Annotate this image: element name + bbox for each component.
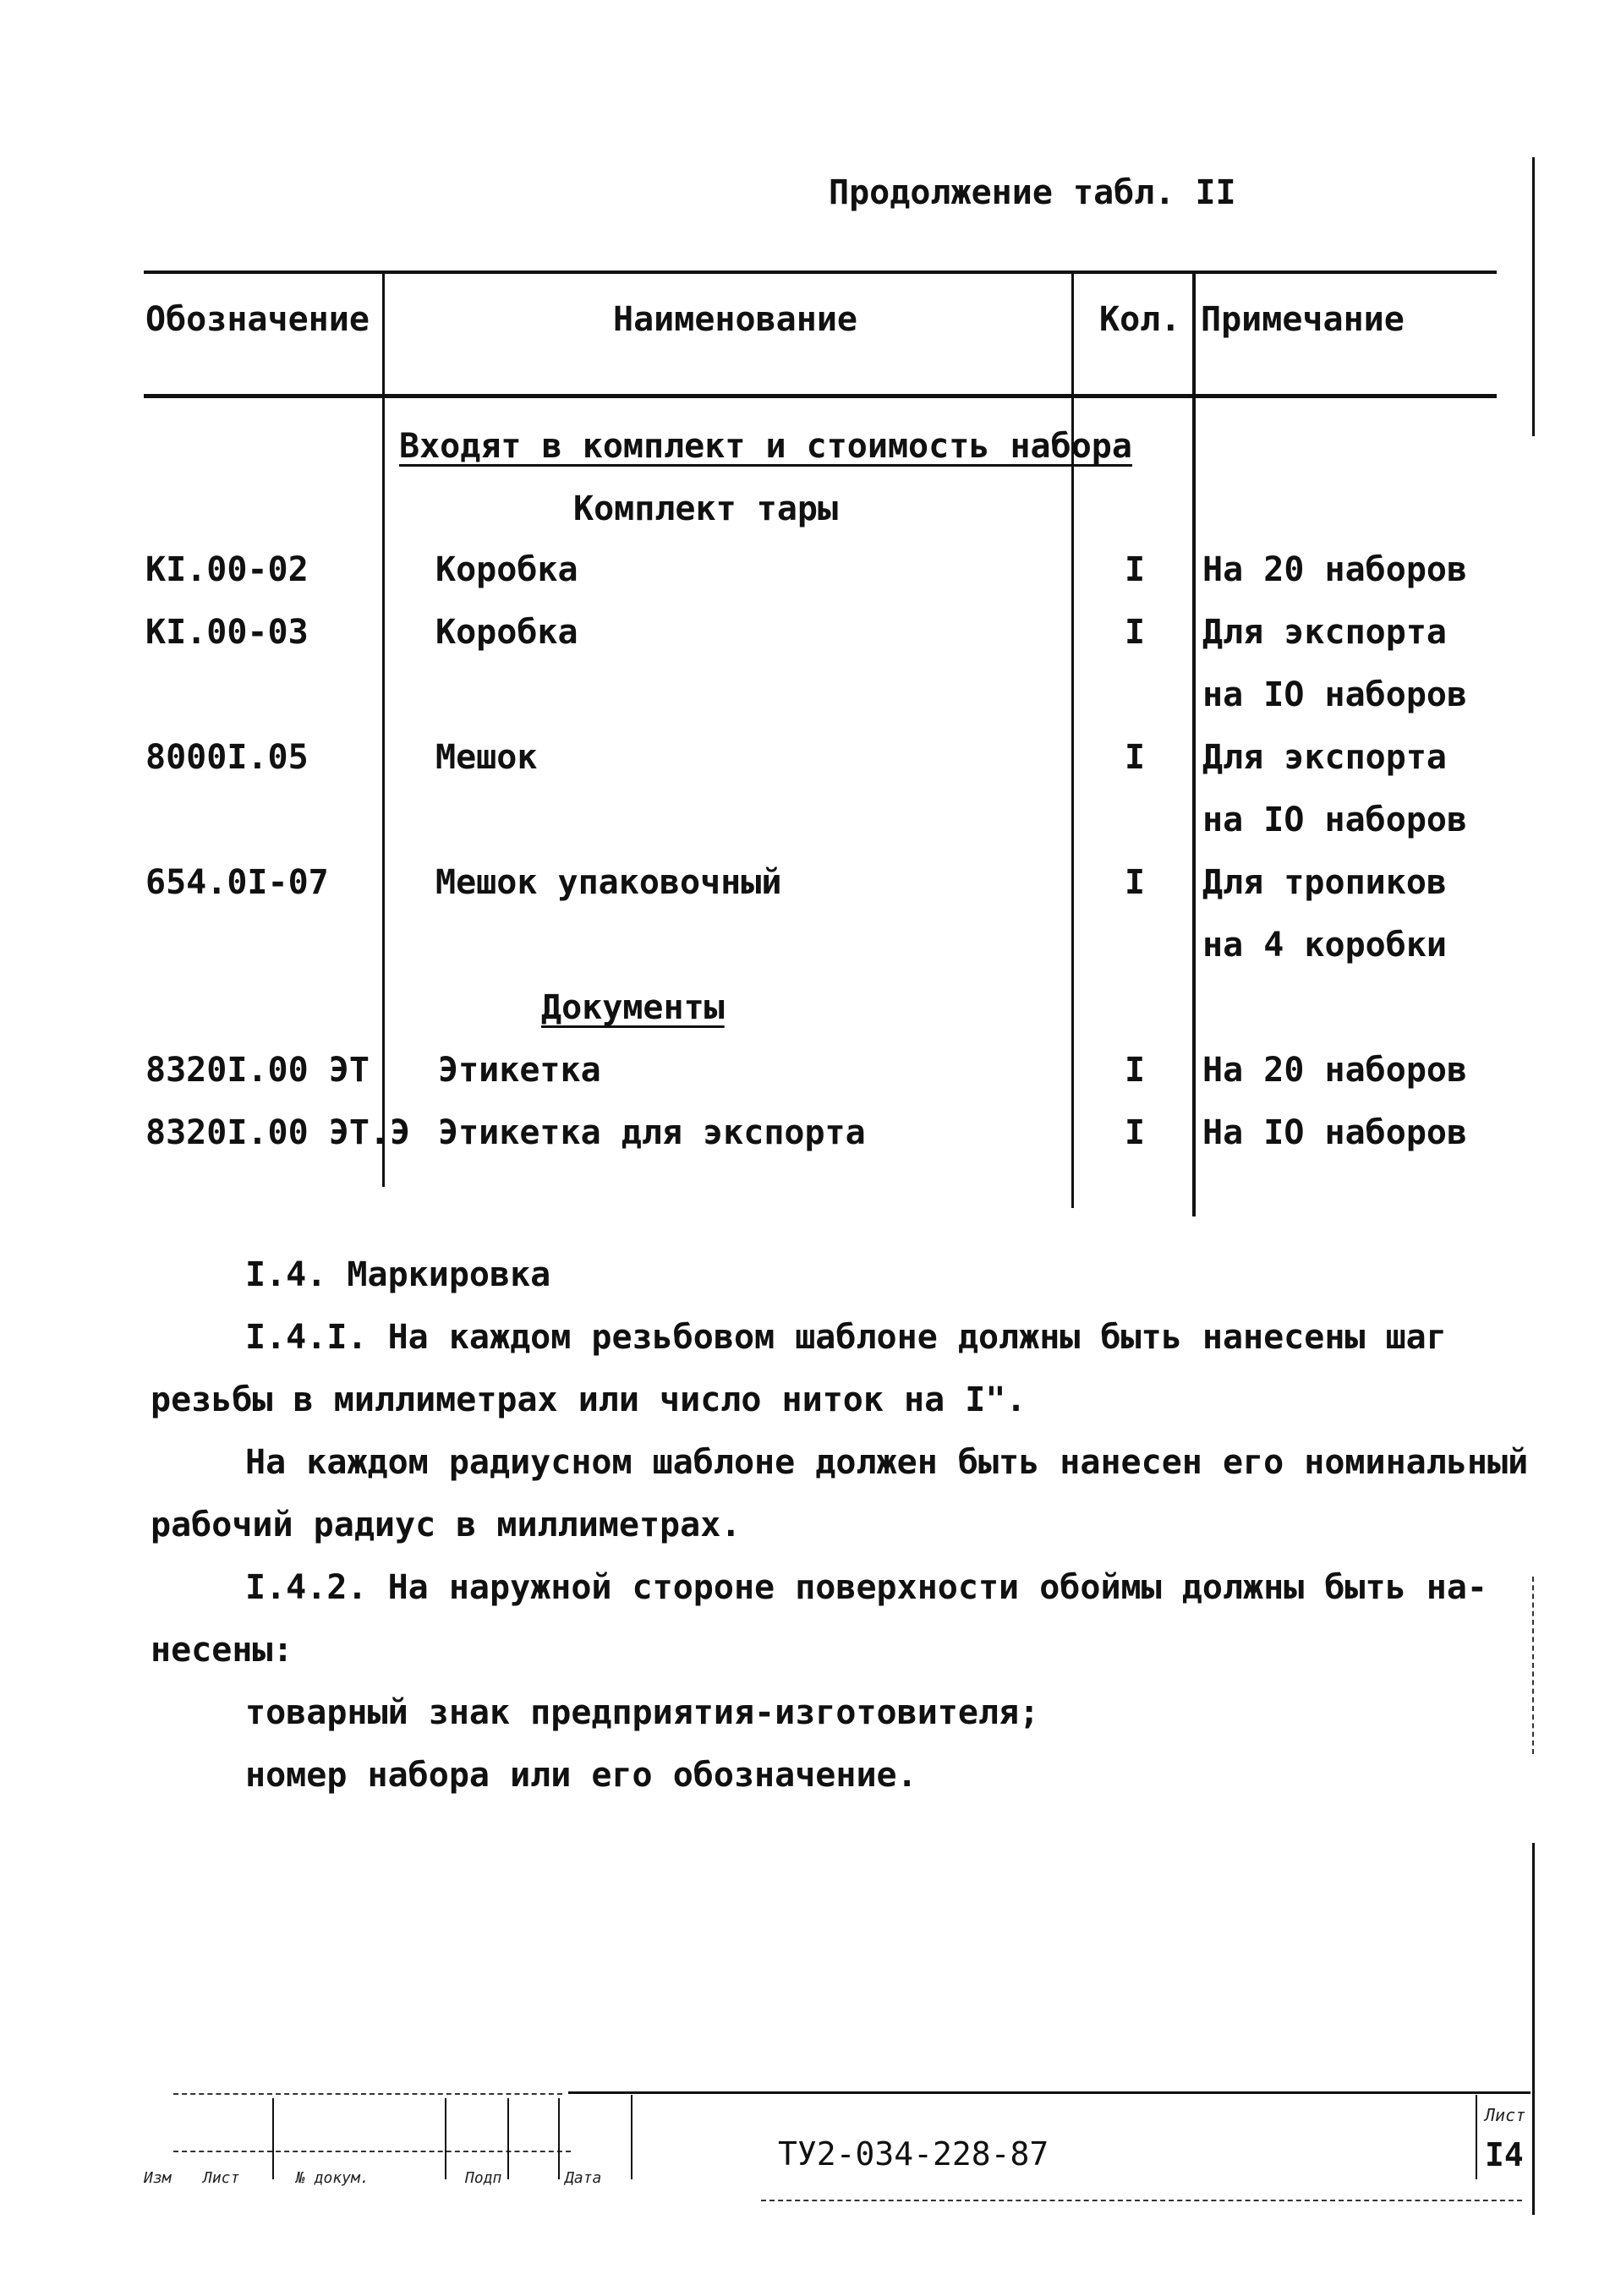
row-qty: I [1125, 863, 1146, 902]
row-designation: 654.0I-07 [145, 863, 329, 902]
table-top-rule [144, 271, 1497, 274]
paragraph-line: резьбы в миллиметрах или число ниток на I". [151, 1380, 1027, 1419]
stamp-top-rule-left [173, 2093, 562, 2095]
header-name: Наименование [613, 300, 857, 339]
row-note-line2: на IO наборов [1202, 675, 1468, 714]
paragraph-line: рабочий радиус в миллиметрах. [151, 1506, 742, 1544]
row-designation: KI.00-03 [145, 613, 309, 652]
stamp-col-divider [445, 2098, 446, 2179]
row-designation: 8000I.05 [145, 738, 309, 777]
stamp-mid-rule [173, 2151, 571, 2152]
section-heading-marking: I.4. Маркировка [245, 1255, 551, 1294]
stamp-col-divider [631, 2095, 632, 2179]
row-designation: 8320I.00 ЭТ.Э [145, 1113, 411, 1152]
margin-line-bottom [1532, 1843, 1535, 2215]
paragraph-line: I.4.I. На каждом резьбовом шаблоне должны быть нанесены шаг [245, 1318, 1447, 1357]
subsection-title-documents: Документы [541, 988, 725, 1027]
paragraph-line: На каждом радиусном шаблоне должен быть нанесен его номинальный [245, 1443, 1529, 1482]
stamp-label-change: Изм [144, 2169, 172, 2187]
list-item: номер набора или его обозначение. [245, 1756, 917, 1795]
paragraph-line: несены: [151, 1631, 293, 1670]
header-note: Примечание [1201, 300, 1405, 339]
row-name: Этикетка [438, 1051, 601, 1090]
paragraph-line: I.4.2. На наружной стороне поверхности обоймы должны быть на- [245, 1568, 1488, 1607]
row-note: Для экспорта [1202, 738, 1447, 777]
header-qty: Кол. [1099, 300, 1181, 339]
row-note: Для экспорта [1202, 613, 1447, 652]
stamp-col-divider [272, 2098, 274, 2179]
row-qty: I [1125, 613, 1146, 652]
table-col-divider-1 [382, 274, 385, 1187]
row-name: Мешок [435, 738, 538, 777]
row-designation: 8320I.00 ЭТ [145, 1051, 370, 1090]
row-name: Этикетка для экспорта [438, 1113, 866, 1152]
stamp-col-divider [507, 2098, 509, 2179]
table-header-rule [144, 394, 1497, 398]
row-name: Коробка [435, 550, 578, 589]
row-name: Коробка [435, 613, 578, 652]
row-qty: I [1125, 738, 1146, 777]
row-qty: I [1125, 550, 1146, 589]
margin-line-mid [1532, 1577, 1534, 1754]
subsection-title-packaging: Комплект тары [573, 489, 839, 528]
row-note: Для тропиков [1202, 863, 1447, 902]
row-note: На 20 наборов [1202, 1051, 1468, 1090]
row-note-line2: на 4 коробки [1202, 926, 1447, 965]
stamp-label-signature: Подп [465, 2169, 502, 2187]
section-title-set: Входят в комплект и стоимость набора [399, 427, 1132, 466]
stamp-top-rule [568, 2091, 1531, 2094]
row-qty: I [1125, 1113, 1146, 1152]
table-col-divider-2 [1071, 274, 1074, 1208]
stamp-label-date: Дата [565, 2169, 602, 2187]
stamp-col-divider [558, 2098, 560, 2179]
stamp-col-divider [1476, 2095, 1477, 2179]
document-code: ТУ2-034-228-87 [778, 2135, 1049, 2173]
row-note-line2: на IO наборов [1202, 801, 1468, 839]
row-name: Мешок упаковочный [435, 863, 782, 902]
row-qty: I [1125, 1051, 1146, 1090]
stamp-bottom-rule [761, 2200, 1522, 2201]
sheet-number: I4 [1485, 2136, 1524, 2173]
table-caption: Продолжение табл. II [829, 173, 1236, 212]
row-note: На 20 наборов [1202, 550, 1468, 589]
stamp-label-sheet: Лист [203, 2169, 240, 2187]
stamp-label-doc-number: № докум. [296, 2169, 370, 2187]
list-item: товарный знак предприятия-изготовителя; [245, 1693, 1040, 1732]
header-designation: Обозначение [145, 300, 370, 339]
row-note: На IO наборов [1202, 1113, 1468, 1152]
table-col-divider-3 [1192, 274, 1196, 1216]
sheet-label: Лист [1485, 2105, 1526, 2125]
margin-line-top [1532, 157, 1535, 436]
row-designation: KI.00-02 [145, 550, 309, 589]
